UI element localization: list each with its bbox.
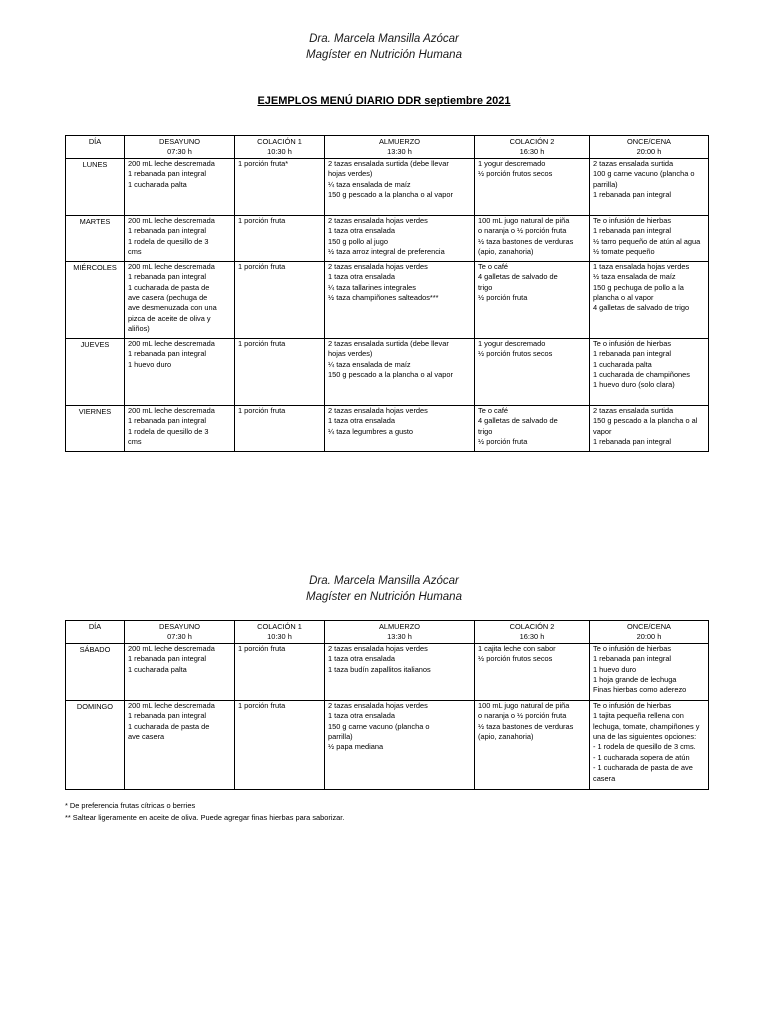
meal-line: Te o infusión de hierbas bbox=[593, 338, 672, 348]
meal-cell bbox=[235, 261, 325, 338]
meal-line: 1 rebanada pan integral bbox=[128, 272, 207, 282]
column-header bbox=[475, 621, 590, 644]
meal-line: 1 cucharada palta bbox=[128, 664, 187, 674]
table-row bbox=[66, 338, 709, 405]
meal-line: 150 g pescado a la plancha o al vapor bbox=[328, 370, 453, 380]
table-row bbox=[66, 405, 709, 451]
meal-line: 1 taza budín zapallitos italianos bbox=[328, 664, 431, 674]
day-cell: VIERNES bbox=[66, 405, 125, 451]
column-time: 13:30 h bbox=[387, 147, 412, 157]
meal-line: ½ tomate pequeño bbox=[593, 247, 655, 257]
meal-line: 1 porción fruta* bbox=[238, 158, 289, 168]
meal-cell bbox=[235, 215, 325, 261]
meal-line: 1 rebanada pan integral bbox=[593, 654, 672, 664]
meal-line: 1 hoja grande de lechuga bbox=[593, 675, 677, 685]
meal-line: ave casera bbox=[128, 732, 165, 742]
column-header bbox=[590, 136, 709, 159]
meal-line: 2 tazas ensalada surtida (debe llevar bbox=[328, 158, 449, 168]
table-row bbox=[66, 643, 709, 700]
meal-line: 1 rebanada pan integral bbox=[593, 349, 672, 359]
meal-line: 200 mL leche descremada bbox=[128, 405, 215, 415]
meal-cell bbox=[475, 158, 590, 215]
meal-cell bbox=[235, 700, 325, 789]
meal-line: 1 rebanada pan integral bbox=[128, 349, 207, 359]
meal-line: Finas hierbas como aderezo bbox=[593, 685, 687, 695]
meal-cell bbox=[475, 261, 590, 338]
meal-line: 1 yogur descremado bbox=[478, 338, 546, 348]
table-row bbox=[66, 158, 709, 215]
column-time: 13:30 h bbox=[387, 632, 412, 642]
meal-line: ½ porción fruta bbox=[478, 437, 528, 447]
column-label: ALMUERZO bbox=[378, 622, 421, 631]
meal-line: ½ porción fruta bbox=[478, 293, 528, 303]
meal-line: 2 tazas ensalada surtida bbox=[593, 405, 674, 415]
meal-line: 1 cucharada de pasta de bbox=[128, 721, 210, 731]
meal-line: 200 mL leche descremada bbox=[128, 158, 215, 168]
meal-line: 1 porción fruta bbox=[238, 261, 286, 271]
column-label: COLACIÓN 2 bbox=[509, 137, 555, 146]
meal-line: ½ porción frutos secos bbox=[478, 349, 553, 359]
column-time: 20:00 h bbox=[636, 147, 662, 157]
doctor-name: Dra. Marcela Mansilla Azócar bbox=[309, 33, 459, 45]
meal-line: ½ taza ensalada de maíz bbox=[593, 272, 676, 282]
meal-line: 2 tazas ensalada hojas verdes bbox=[328, 261, 428, 271]
meal-cell bbox=[475, 215, 590, 261]
meal-line: 2 tazas ensalada surtida bbox=[593, 158, 674, 168]
meal-line: 1 cucharada palta bbox=[593, 359, 652, 369]
meal-line: 100 mL jugo natural de piña bbox=[478, 700, 570, 710]
menu-table-week bbox=[65, 135, 709, 452]
meal-line: 1 taza otra ensalada bbox=[328, 416, 395, 426]
meal-line: ave desmenuzada con una bbox=[128, 303, 217, 313]
meal-line: 4 galletas de salvado de bbox=[478, 416, 558, 426]
meal-line: cms bbox=[128, 437, 142, 447]
column-time: 10:30 h bbox=[267, 147, 292, 157]
column-header bbox=[235, 136, 325, 159]
table-row bbox=[66, 215, 709, 261]
meal-cell bbox=[590, 643, 709, 700]
meal-line: aliños) bbox=[128, 324, 150, 334]
column-time: 16:30 h bbox=[519, 632, 545, 642]
meal-line: trigo bbox=[478, 426, 493, 436]
meal-line: Te o infusión de hierbas bbox=[593, 215, 672, 225]
day-cell: LUNES bbox=[66, 158, 125, 215]
meal-line: 1 rebanada pan integral bbox=[128, 654, 207, 664]
meal-cell bbox=[590, 700, 709, 789]
meal-line: ¼ taza ensalada de maíz bbox=[328, 359, 411, 369]
meal-line: 1 huevo duro bbox=[593, 664, 637, 674]
meal-line: 150 g carne vacuno (plancha o bbox=[328, 721, 430, 731]
meal-line: 1 taza otra ensalada bbox=[328, 226, 395, 236]
meal-line: 1 rebanada pan integral bbox=[593, 437, 672, 447]
menu-table-weekend bbox=[65, 620, 709, 790]
meal-line: 1 rebanada pan integral bbox=[128, 416, 207, 426]
table-header-row bbox=[66, 136, 709, 159]
meal-line: 200 mL leche descremada bbox=[128, 261, 215, 271]
meal-line: 1 cucharada de pasta de bbox=[128, 282, 210, 292]
meal-line: 1 porción fruta bbox=[238, 405, 286, 415]
meal-line: vapor bbox=[593, 426, 612, 436]
meal-line: 1 huevo duro bbox=[128, 359, 172, 369]
meal-line: 1 rodela de quesillo de 3 bbox=[128, 236, 209, 246]
meal-line: 1 yogur descremado bbox=[478, 158, 546, 168]
day-cell: JUEVES bbox=[66, 338, 125, 405]
meal-line: 100 mL jugo natural de piña bbox=[478, 215, 570, 225]
document-title: EJEMPLOS MENÚ DIARIO DDR septiembre 2021 bbox=[257, 95, 511, 107]
column-label: ONCE/CENA bbox=[627, 622, 671, 631]
meal-line: Te o café bbox=[478, 405, 508, 415]
meal-line: casera bbox=[593, 773, 616, 783]
meal-line: hojas verdes) bbox=[328, 169, 373, 179]
meal-line: 1 rebanada pan integral bbox=[128, 226, 207, 236]
meal-cell bbox=[325, 158, 475, 215]
meal-line: Te o infusión de hierbas bbox=[593, 700, 672, 710]
meal-cell bbox=[325, 643, 475, 700]
meal-cell bbox=[325, 338, 475, 405]
meal-line: 1 cajita leche con sabor bbox=[478, 643, 556, 653]
meal-line: cms bbox=[128, 247, 142, 257]
column-header bbox=[125, 621, 235, 644]
column-header bbox=[325, 136, 475, 159]
meal-cell bbox=[125, 215, 235, 261]
meal-line: parrilla) bbox=[328, 732, 353, 742]
meal-line: ½ taza champiñones salteados*** bbox=[328, 293, 439, 303]
column-label: DESAYUNO bbox=[159, 137, 200, 146]
meal-line: 2 tazas ensalada hojas verdes bbox=[328, 700, 428, 710]
meal-line: 1 cucharada palta bbox=[128, 179, 187, 189]
column-header bbox=[66, 621, 125, 644]
column-time: 07:30 h bbox=[167, 147, 192, 157]
meal-line: una de las siguientes opciones: bbox=[593, 732, 697, 742]
meal-cell bbox=[475, 700, 590, 789]
meal-line: 150 g pescado a la plancha o al bbox=[593, 416, 698, 426]
meal-cell bbox=[590, 158, 709, 215]
meal-cell bbox=[590, 338, 709, 405]
meal-cell bbox=[125, 261, 235, 338]
meal-line: ½ papa mediana bbox=[328, 742, 384, 752]
column-time: 20:00 h bbox=[636, 632, 662, 642]
column-label: DESAYUNO bbox=[159, 622, 200, 631]
column-label: COLACIÓN 2 bbox=[509, 622, 555, 631]
meal-cell bbox=[325, 215, 475, 261]
column-header bbox=[590, 621, 709, 644]
table-row bbox=[66, 700, 709, 789]
meal-line: plancha o al vapor bbox=[593, 293, 654, 303]
meal-line: 4 galletas de salvado de trigo bbox=[593, 303, 690, 313]
day-cell: SÁBADO bbox=[66, 643, 125, 700]
meal-line: 2 tazas ensalada hojas verdes bbox=[328, 643, 428, 653]
meal-line: o naranja o ½ porción fruta bbox=[478, 226, 567, 236]
meal-line: 200 mL leche descremada bbox=[128, 338, 215, 348]
meal-line: 150 g pechuga de pollo a la bbox=[593, 282, 684, 292]
column-label: ALMUERZO bbox=[378, 137, 421, 146]
meal-line: 100 g carne vacuno (plancha o bbox=[593, 169, 695, 179]
meal-line: 200 mL leche descremada bbox=[128, 643, 215, 653]
meal-cell bbox=[235, 643, 325, 700]
meal-line: 2 tazas ensalada surtida (debe llevar bbox=[328, 338, 449, 348]
meal-cell bbox=[475, 405, 590, 451]
meal-cell bbox=[235, 405, 325, 451]
meal-line: lechuga, tomate, champiñones y bbox=[593, 721, 700, 731]
table-row bbox=[66, 261, 709, 338]
meal-line: - 1 rodela de quesillo de 3 cms. bbox=[593, 742, 696, 752]
meal-cell bbox=[235, 338, 325, 405]
meal-cell bbox=[475, 643, 590, 700]
meal-line: 1 taza otra ensalada bbox=[328, 711, 395, 721]
meal-line: 1 tajita pequeña rellena con bbox=[593, 711, 684, 721]
column-header bbox=[325, 621, 475, 644]
doctor-name-2: Dra. Marcela Mansilla Azócar bbox=[309, 575, 459, 587]
meal-cell bbox=[590, 215, 709, 261]
meal-line: ½ porción frutos secos bbox=[478, 654, 553, 664]
meal-line: 1 rebanada pan integral bbox=[593, 226, 672, 236]
meal-cell bbox=[125, 700, 235, 789]
column-header bbox=[66, 136, 125, 159]
column-header bbox=[235, 621, 325, 644]
day-cell: MIÉRCOLES bbox=[66, 261, 125, 338]
meal-line: - 1 cucharada de pasta de ave bbox=[593, 763, 693, 773]
meal-line: pizca de aceite de oliva y bbox=[128, 313, 211, 323]
column-label: COLACIÓN 1 bbox=[257, 137, 302, 146]
meal-line: parrilla) bbox=[593, 179, 618, 189]
meal-line: 1 porción fruta bbox=[238, 338, 286, 348]
meal-line: Te o infusión de hierbas bbox=[593, 643, 672, 653]
meal-line: 1 taza otra ensalada bbox=[328, 654, 395, 664]
meal-line: hojas verdes) bbox=[328, 349, 373, 359]
meal-line: 1 rebanada pan integral bbox=[593, 190, 672, 200]
meal-line: 1 rodela de quesillo de 3 bbox=[128, 426, 209, 436]
meal-line: ¼ taza tallarines integrales bbox=[328, 282, 416, 292]
meal-line: ½ tarro pequeño de atún al agua bbox=[593, 236, 701, 246]
meal-line: ½ porción frutos secos bbox=[478, 169, 553, 179]
meal-line: 1 huevo duro (solo clara) bbox=[593, 380, 675, 390]
meal-cell bbox=[325, 261, 475, 338]
meal-line: 1 taza otra ensalada bbox=[328, 272, 395, 282]
column-label: COLACIÓN 1 bbox=[257, 622, 302, 631]
meal-line: ½ taza bastones de verduras bbox=[478, 721, 574, 731]
meal-line: (apio, zanahoria) bbox=[478, 732, 534, 742]
meal-line: ¼ taza ensalada de maíz bbox=[328, 179, 411, 189]
meal-line: ¼ taza legumbres a gusto bbox=[328, 426, 414, 436]
meal-line: ½ taza bastones de verduras bbox=[478, 236, 574, 246]
footnote-1: * De preferencia frutas cítricas o berries bbox=[65, 801, 196, 810]
meal-cell bbox=[125, 338, 235, 405]
meal-line: 4 galletas de salvado de bbox=[478, 272, 558, 282]
doctor-title-2: Magíster en Nutrición Humana bbox=[306, 591, 462, 603]
meal-line: 1 rebanada pan integral bbox=[128, 169, 207, 179]
doctor-title: Magíster en Nutrición Humana bbox=[306, 49, 462, 61]
meal-cell bbox=[590, 405, 709, 451]
meal-line: 1 porción fruta bbox=[238, 215, 286, 225]
meal-line: 1 rebanada pan integral bbox=[128, 711, 207, 721]
meal-cell bbox=[125, 643, 235, 700]
footnote-2: ** Saltear ligeramente en aceite de oliva. Puede agregar finas hierbas para saborizar. bbox=[65, 813, 345, 822]
meal-line: 200 mL leche descremada bbox=[128, 700, 215, 710]
column-header bbox=[125, 136, 235, 159]
meal-line: 150 g pollo al jugo bbox=[328, 236, 388, 246]
meal-cell bbox=[325, 405, 475, 451]
meal-cell bbox=[125, 405, 235, 451]
column-label: DÍA bbox=[88, 622, 102, 631]
column-time: 10:30 h bbox=[267, 632, 292, 642]
meal-line: ave casera (pechuga de bbox=[128, 293, 208, 303]
meal-cell bbox=[590, 261, 709, 338]
day-cell: MARTES bbox=[66, 215, 125, 261]
meal-line: 2 tazas ensalada hojas verdes bbox=[328, 405, 428, 415]
meal-line: (apio, zanahoria) bbox=[478, 247, 534, 257]
meal-line: 1 cucharada de champiñones bbox=[593, 370, 690, 380]
meal-cell bbox=[235, 158, 325, 215]
meal-line: 1 porción fruta bbox=[238, 700, 286, 710]
column-time: 07:30 h bbox=[167, 632, 192, 642]
meal-line: - 1 cucharada sopera de atún bbox=[593, 752, 690, 762]
meal-line: 1 taza ensalada hojas verdes bbox=[593, 261, 690, 271]
column-label: DÍA bbox=[88, 137, 102, 146]
column-header bbox=[475, 136, 590, 159]
meal-cell bbox=[325, 700, 475, 789]
meal-line: 150 g pescado a la plancha o al vapor bbox=[328, 190, 453, 200]
meal-line: 2 tazas ensalada hojas verdes bbox=[328, 215, 428, 225]
meal-line: ½ taza arroz integral de preferencia bbox=[328, 247, 445, 257]
column-time: 16:30 h bbox=[519, 147, 545, 157]
meal-line: trigo bbox=[478, 282, 493, 292]
meal-line: 1 porción fruta bbox=[238, 643, 286, 653]
day-cell: DOMINGO bbox=[66, 700, 125, 789]
meal-line: o naranja o ½ porción fruta bbox=[478, 711, 567, 721]
meal-cell bbox=[475, 338, 590, 405]
meal-line: Te o café bbox=[478, 261, 508, 271]
column-label: ONCE/CENA bbox=[627, 137, 671, 146]
meal-cell bbox=[125, 158, 235, 215]
table-header-row bbox=[66, 621, 709, 644]
meal-line: 200 mL leche descremada bbox=[128, 215, 215, 225]
